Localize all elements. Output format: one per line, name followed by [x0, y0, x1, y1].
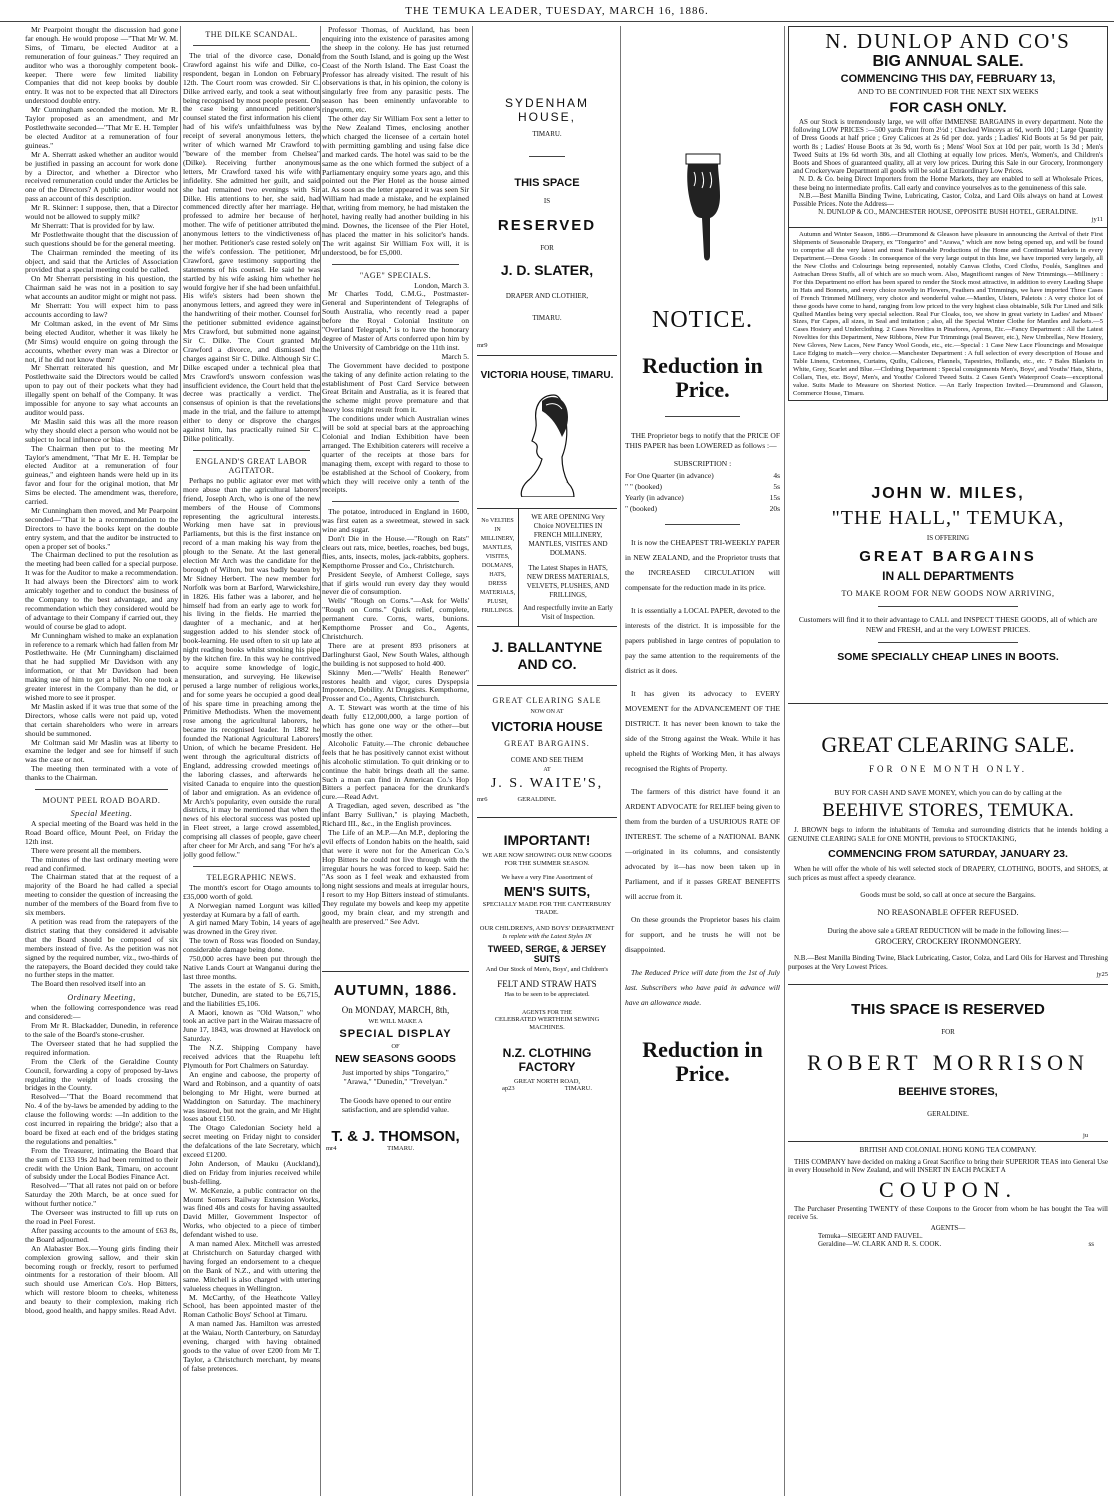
paragraph: On Mr Sherratt persisting in his question, the Chairman said he was not in a position to say what accounts an auditor might or might not pass.: [25, 274, 178, 302]
divider: [665, 416, 740, 417]
ad-text: Is replete with the Latest Styles IN: [502, 933, 592, 940]
paragraph: The Overseer stated that he had supplied the required information.: [25, 1038, 178, 1057]
divider: [788, 1141, 1108, 1142]
ad-text: COMMENCING THIS DAY, FEBRUARY 13,: [840, 73, 1056, 85]
paragraph: It has given its advocacy to EVERY MOVEMENT for the ADVANCEMENT OF THE DISTRICT. It has never been known to take the side of the Strong against the Weak. While it has upheld the Rights of Working Men, it has always recognised the Rights of Property.: [625, 689, 780, 773]
paragraph: The conditions under which Australian wines will be sold at special bars at the approaching Colonial and Indian Exhibition have been arranged. The Exhibition caterers will receive a quarter of the receipts at those bars for managing them, except with regard to those to be established at the School of Cookery, from which they will receive only a tenth of the receipts.: [322, 414, 469, 495]
paragraph: Mr Cunningham wished to make an explanation in reference to a remark which had fallen from Mr Postlethwaite. He (Mr Cunningham) disclaimed that he had supplied Mr Davidson with any information, or that Mr Davidson had been making use of him to get a billet. No one took a greater interest in the Company than he did, or wished more to see it prosper.: [25, 630, 178, 702]
subscription-table: [625, 470, 780, 514]
paragraph: Wells' "Rough on Corns."—Ask for Wells' "Rough on Corns." Quick relief, complete, permanent cure. Corns, warts, bunions. Kempthorne Prosser and Co., Agents, Christchurch.: [322, 596, 469, 641]
paragraph: Autumn and Winter Season, 1886.—Drummond & Gleason have pleasure in announcing the Arrival of their First Shipments of Seasonable Drapery, ex "Tongariro" and "Arawa," which are now being opened up, and will be found to comprise all the very latest and most Fashionable Productions of the Home and Continental Markets in every Department.—Dress Goods : In consequence of the very large output in this line, we have imported very largely, all the New Cloths and Colourings being represented, notably Canvas Cloths, Cord Cloths, Foulés, Sanglines and Astrachan Dress Stuffs, all of which are so much worn. Also, Magnificent ranges of New Trimmings.—Millinery : For this Department no effort has been spared to render the Stock most attractive, in addition to every Leading Shape in Hats and Bonnets, and every choice novelty in Flowers, Feathers and Trimmings, we have imported Three Cases of French Trimmed Millinery, very choice and wonderful value.—Mantles, Ulsters, Paletots : A very choice lot of these goods have come to hand, ranging from low priced to the very highest class obtainable, Silk Fur Lined and Silk Quilted Mantles being very special selection. Real Fur Cloaks, too, we show in great variety in Ladies' and Misses' Sizes, Fur Capes, all sizes, in Seal and imitation ; also, all the Special Winter Clothe for Mantles and Jackets.—5 Cases Hosiery and Underclothing. 2 Cases Novelties in Pinafores, Aprons, Etc.—Fancy Department : All the Latest Novelties for this Department, New Ribbons, New Fur Trimmings (real Beaver, etc.), New Umbrellas, New Hosiery, New Gloves, New Laces, New Fancy Wool Goods, etc., etc.—Special : 1 Case New Lace Flouncings and Mosaique Lace Edging to match—very choice.—Manchester Department : A full selection of every description of House and Table Linens, Cretonnes, Curtains, Quilts, Calicoes, Flannels, Tapestries, Hollands, etc., etc. 7 Bales Blankets in White, Grey, Scarlet and Blue.—Clothing Department : Special consignments Men's, Boys', and Youths' Hats, Shirts, Collars, Ties, etc. Boys', Men's, and Youths' Colored Tweed Suits. 2 Cases Gent's Waterproof Coats—exceptional value. Suits Made to Measure on Shortest Notice. —An Early Inspection Invited.—Drummond and Glasson, Commerce House, Timaru.: [793, 231, 1103, 397]
divider: [788, 984, 1108, 985]
ad-advertiser: ROBERT MORRISON: [807, 1049, 1089, 1075]
ad-text: BUY FOR CASH AND SAVE MONEY, which you can do by calling at the: [834, 788, 1062, 798]
paragraph: Mr Sherratt reiterated his question, and Mr Postlethwaite said the Directors would be called upon to pay out of their pockets what they had illegally spent on behalf of the Company. It was impossible for anyone to say what accounts an auditor would pass.: [25, 363, 178, 417]
paragraph: Mr Pearpoint thought the discussion had gone far enough. He would propose —"That Mr W. M. Sims, of Timaru, be elected Auditor at a remuneration of four guineas." They required an auditor who was a thoroughly competent book-keeper. There were few limited liability Companies that did not keep books by double entry. It was not to be expected that all Directors understood double entry.: [25, 26, 178, 106]
paragraph: A. T. Stewart was worth at the time of his death fully £12,000,000, a large portion of which has gone one way or the other—but mostly the other.: [322, 703, 469, 739]
divider: [193, 45, 310, 46]
paragraph: From the Clerk of the Geraldine County Council, forwarding a copy of proposed by-laws regulating the weight of loads crossing the bridges in the County.: [25, 1056, 178, 1093]
ad-footer: [322, 1145, 469, 1152]
ad-text: And Our Stock of Men's, Boys', and Children's: [485, 966, 609, 973]
ad-code: ap23: [502, 1085, 515, 1092]
ad-headline: COUPON.: [879, 1176, 1017, 1202]
ad-headline: THIS SPACE IS RESERVED: [851, 1000, 1045, 1018]
column-rule: [620, 26, 621, 1496]
ad-advertiser: J. BALLANTYNE AND CO.: [491, 639, 603, 672]
ad-text: Just imported by ships "Tongariro," "Arawa," "Dunedin," "Trevelyan.": [342, 1067, 449, 1086]
paragraph: A man named Alex. Mitchell was arrested at Christchurch on Saturday charged with having forged an endorsement to a cheque on the Bank of N.Z., and with uttering the same. Mitchell is also charged with uttering valueless cheques in Wellington.: [183, 1239, 320, 1293]
ad-text: DRAPER AND CLOTHIER,: [505, 292, 589, 300]
ad-headline: "THE HALL," TEMUKA,: [831, 507, 1065, 530]
subscription-heading: SUBSCRIPTION :: [673, 459, 732, 468]
ad-text: AGENTS—: [930, 1223, 966, 1232]
novelties-list: [477, 509, 519, 626]
paragraph: From the Treasurer, intimating the Board that the sum of £133 19s 2d had been remitted to their credit with the Union Bank, Timaru, on account of subsidy under the Local Bodies Finance Act.: [25, 1145, 178, 1182]
paragraph: THE Proprietor begs to notify that the PRICE OF THIS PAPER has been LOWERED as follows :—: [625, 431, 780, 450]
ad-text: The Goods have opened to our entire satisfaction, and are splendid value.: [339, 1095, 452, 1114]
paragraph: The Otago Caledonian Society held a secret meeting on Friday night to consider the defalcations of the late Secretary, which exceed £1200.: [183, 1123, 320, 1160]
reduction-heading: Reduction in Price.: [642, 353, 763, 402]
list-item: MILLINERY,: [480, 536, 515, 542]
ad-text: GROCERY, CROCKERY IRONMONGERY.: [874, 937, 1022, 947]
paragraph: A Norwegian named Lorgunt was killed yesterday at Kumara by a fall of earth.: [183, 900, 320, 919]
ad-text: SPECIALLY MADE FOR THE CANTERBURY TRADE.: [482, 901, 612, 916]
column-rule: [180, 26, 181, 1496]
ad-text: Has to be seen to be appreciated.: [504, 991, 590, 998]
ad-headline: BIG ANNUAL SALE.: [872, 53, 1024, 70]
column-1: [25, 26, 178, 1496]
rate-label: " (booked): [625, 504, 658, 513]
paragraph: A girl named Mary Tobin, 14 years of age was drowned in the Grey river.: [183, 918, 320, 937]
ad-address: N. DUNLOP & CO., MANCHESTER HOUSE, OPPOSITE BUSH HOTEL, GERALDINE.: [818, 208, 1078, 217]
paragraph: Professor Thomas, of Auckland, has been enquiring into the existence of parasites among the sheep in the colony. He has just returned from the South Island, and is going up the West Coast of the North Island. The East Coast the Professor has already visited. The result of his observations is that, in his opinion, the colony is singularly free from any parasitic pests. The season has been eminently unfavorable to ringworm, etc.: [322, 26, 469, 115]
ad-advertiser: JOHN W. MILES,: [871, 485, 1025, 503]
rate-label: For One Quarter (in advance): [625, 471, 714, 480]
paragraph: The farmers of this district have found it an ARDENT ADVOCATE for RELIEF being given to them from the burden of a USURIOUS RATE OF INTEREST. The scheme of a NATIONAL BANK—originated in its columns, and consistently advocated by it—has now been taken up in Parliament, and if it passes GREAT BENEFITS will accrue from it.: [625, 787, 780, 901]
list-item: IN: [494, 527, 501, 533]
column-5: [625, 26, 780, 1496]
ad-headline: GREAT CLEARING SALE.: [821, 732, 1075, 758]
list-item: FRILLINGS.: [481, 608, 514, 614]
ad-code: mr6: [477, 796, 488, 803]
paragraph: There were present all the members.: [31, 845, 142, 855]
dateline: March 5.: [441, 351, 469, 361]
ad-advertiser: N.Z. CLOTHING FACTORY: [502, 1046, 592, 1074]
ad-text: FELT AND STRAW HATS: [497, 979, 597, 989]
divider: [193, 450, 310, 451]
paragraph: W. McKenzie, a public contractor on the Mount Somers Railway Extension Works, was fined 40s and costs for having assaulted David Miller, Government Inspector of Works, who objected to a piece of timber defendant wished to use.: [183, 1185, 320, 1240]
paragraph: Mr Cunningham then moved, and Mr Pearpoint seconded—"That it be a recommendation to the Directors to have the books kept on the double entry system, and that the auditor be instructed to open a proper set of books.": [25, 505, 178, 551]
ad-text: FOR ONE MONTH ONLY.: [869, 764, 1027, 775]
paragraph: An engine and caboose, the property of Ward and Robinson, and a quantity of oats belonging to Mr Hight, were burned at Waddington on Saturday. The machinery was insured, but not the grain, and Mr Hight loses about £150.: [183, 1069, 320, 1124]
rate-label: " " (booked): [625, 482, 662, 491]
column-6: [788, 26, 1108, 1496]
ad-code: jy11: [1091, 216, 1103, 224]
paragraph: Mr Cunningham seconded the motion. Mr R. Taylor proposed as an amendment, and Mr Postlethwaite seconded—"That Mr E. H. Templer be elected Auditor at a remuneration of four guineas.": [25, 105, 178, 150]
ad-text: FOR: [941, 1027, 955, 1036]
paragraph: Mr Charles Todd, C.M.G., Postmaster-General and Superintendent of Telegraphs of South Australia, who recently read a paper before the Royal Colonial Institute on "Overland Telegraph," is to have the honorary degree of Master of Arts conferred upon him by the University of Cambridge on the 11th inst.: [322, 289, 469, 352]
column-2: [183, 26, 320, 1496]
paragraph: Resolved—"That all rates not paid on or before Saturday the 20th March, be at once sued for without further notice.": [25, 1181, 178, 1209]
column-rule: [784, 26, 785, 1496]
ad-headline: AUTUMN, 1886.: [333, 981, 458, 999]
paragraph: The Government have decided to postpone the taking of any definite action relating to the establishment of Post Card Service between Great Britain and Australia, as it is feared that the scheme might prove premature and that heavy loss might result from it.: [322, 360, 469, 415]
paragraph: The assets in the estate of S. G. Smith, butcher, Dunedin, are stated to be £6,715, and the liabilities £5,106.: [183, 980, 320, 1008]
paragraph: The Overseer was instructed to fill up ruts on the road in Peel Forest.: [25, 1208, 178, 1226]
paragraph: N. D. & Co. being Direct Importers from the Home Markets, they are enabled to sell at Wholesale Prices, these being no intermediate profits. Call early and convince yourselves as to the genuineness of this sale.: [793, 175, 1103, 192]
ad-advertiser: J. S. WAITE'S,: [490, 776, 604, 791]
paragraph: A Tragedian, aged seven, described as "the infant Barry Sullivan," is playing Macbeth, Richard III., &c., in the English provinces.: [322, 801, 469, 829]
ad-footer: [788, 1240, 1108, 1248]
paragraph: The trial of the divorce case, Donald Crawford against his wife and Dilke, co-respondent, began in London on February 12th. The Court room was crowded. Sir C. Dilke arrived early, and took a seat without being recognised by most people present. On the case being announced petitioner's counsel stated the first information his client had of his wife's unfaithfulness was by receipt of several anonymous letters, the writer of which warned Mr Crawford to "beware of the member from Chelsea" (Dilke). Receiving further anonymous letters, Mr Crawford taxed his wife with infidelity. She admitted her guilt, and said she had remained two evenings with Sir Dilke. His attentions to her, she said, had commenced directly after her marriage. He professed to admire her because of her mother. The wife of petitioner attributed the anonymous letters to the vindictiveness of her mother. Petitioner's case rested solely on the wife's confession. The petitioner, Mr Crawford, gave testimony supporting the statements of his counsel. He said he was startled by his wife asking him whether he would forgive her if she had been unfaithful. His wife's sisters had been shown the anonymous letters, and agreed they were in the handwriting of their mother. Counsel for the petitioner submitted evidence against Mrs Crawford, but submitted none against Sir C. Dilke. The Court granted Mr Crawford a divorce, and dismissed the charges against Sir C. Dilke. Although Sir C. Dilke escaped under a technical plea that Mrs Crawford's unsworn confession was insufficient evidence, the Court held that the decree was practically a verdict. The consensus of opinion is that the revelations made in the trial, and the failure to attempt either to deny or disprove the charges against him, has practically ruined Sir C. Dilke politically.: [183, 51, 320, 443]
paragraph: From Mr R. Blackadder, Dunedin, in reference to the sale of the Board's stone-crusher.: [25, 1021, 178, 1039]
ad-text: OF: [391, 1042, 400, 1050]
list-item: PLUSH,: [487, 599, 508, 605]
paragraph: Alcoholic Fatuity.—The chronic debauchee feels that he has positively cannot exist without his alcoholic stimulation. To quit drinking or to continue the habit brings death all the same. Such a man can find in American Co.'s Hop Bitters a perfect panacea for the drunkard's cure.—Read Advt.: [322, 738, 469, 802]
reduction-heading: Reduction in Price.: [642, 1037, 763, 1086]
ad-code: mr4: [326, 1144, 337, 1152]
section-heading: "AGE" SPECIALS.: [359, 270, 432, 280]
list-item: DRESS: [488, 581, 507, 587]
paragraph: The month's escort for Otago amounts to £35,000 worth of gold.: [183, 882, 320, 901]
section-heading: MOUNT PEEL ROAD BOARD.: [42, 796, 161, 806]
paragraph: Mr Maslin asked if it was true that some of the Directors, whose calls were not paid up, voted that certain shareholders who were in arrears should be summoned.: [25, 701, 178, 738]
ad-text: We have a very Fine Assortment of: [501, 874, 593, 881]
divider: [878, 606, 1018, 607]
ad-text: AND TO BE CONTINUED FOR THE NEXT SIX WEEKS: [857, 87, 1039, 96]
rate-row: [625, 503, 780, 514]
paragraph: Mr Postlethwaite thought that the discussion of such questions should be for the general meeting.: [25, 229, 178, 248]
list-item: MATERIALS,: [479, 590, 516, 596]
ad-text: During the above sale a GREAT REDUCTION will be made in the following lines:—: [827, 927, 1069, 936]
paragraph: Mr Coltman asked, in the event of Mr Sims being elected Auditor, whether it was likely he (Mr Sims) would enquire on going through the accounts, whether every man was a Director or not, if he did not know them?: [25, 318, 178, 364]
paragraph: John Anderson, of Mauku (Auckland), died on Friday from injuries received while bush-felling.: [183, 1158, 320, 1186]
queen-profile-icon: [512, 387, 582, 497]
ad-headline: IN ALL DEPARTMENTS: [882, 569, 1014, 584]
paragraph: The potatoe, introduced in England in 1600, was first eaten as a sweetmeat, stewed in sack wine and sugar.: [322, 507, 469, 535]
pointing-hand-icon: [680, 146, 726, 266]
ad-text: TIMARU.: [532, 314, 562, 322]
divider: [332, 501, 459, 502]
ad-text: BEEHIVE STORES,: [898, 1085, 998, 1098]
pointing-hand: [625, 146, 780, 271]
rate-price: 15s: [769, 493, 780, 502]
divider: [35, 789, 168, 790]
divider: [193, 866, 310, 867]
dateline: London, March 3.: [414, 280, 469, 290]
paragraph: The minutes of the last ordinary meeting were read and confirmed.: [25, 854, 178, 873]
ad-headline: BRITISH AND COLONIAL HONG KONG TEA COMPANY.: [859, 1145, 1037, 1154]
ad-text: Geraldine—W. CLARK AND R. S. COOK.: [818, 1239, 942, 1248]
ad-text: AT: [543, 767, 551, 773]
ad-location: TIMARU.: [564, 1085, 592, 1092]
ad-code: ss: [1088, 1239, 1094, 1248]
section-heading: ENGLAND'S GREAT LABOR AGITATOR.: [195, 456, 308, 475]
ad-code: mr9: [477, 342, 488, 349]
paragraph: A Maori, known as "Old Watson," who took an active part in the Wairau massacre of June 17, 1843, was drowned at Havelock on Saturday.: [183, 1007, 320, 1044]
paragraph: when the following correspondence was read and considered:—: [25, 1003, 178, 1022]
paragraph: Mr Sherratt: That is provided for by law.: [31, 220, 155, 230]
ad-headline: IMPORTANT!: [503, 832, 591, 848]
list-item: HATS,: [489, 572, 506, 578]
paragraph: An Alabaster Box.—Young girls finding their complexion growing sallow, and their skin becoming rough or freckly, resort to perfumed ointments for a restoration of their bloom. All such should use American Co's. Hop Bitters, which will restore bloom to cheeks, whiteness and beauty to their complexion, making rich blood, good health, and happy smiles. Read Advt.: [25, 1243, 178, 1316]
paragraph: A man named Jas. Hamilton was arrested at the Waiau, North Canterbury, on Saturday evening, charged with having obtained goods to the value of over £200 from Mr T. Taylor, a Christchurch merchant, by means of false pretences.: [183, 1319, 320, 1373]
column-4: [477, 26, 617, 1496]
rate-row: [625, 481, 780, 492]
divider: [665, 524, 740, 525]
paragraph: The Reduced Price will date from the 1st of July last. Subscribers who have paid in advance will have an allowance made.: [625, 968, 780, 1007]
ad-text: GREAT BARGAINS.: [504, 739, 590, 748]
list-item: MANTLES,: [482, 545, 513, 551]
paragraph: It is now the CHEAPEST TRI-WEEKLY PAPER in NEW ZEALAND, and the Proprietor trusts that the INCREASED CIRCULATION will compensate for the reduction made in its price.: [625, 538, 780, 592]
column-rule: [320, 26, 321, 1496]
column-rule: [472, 26, 473, 1496]
paragraph: The Life of an M.P.—An M.P., deploring the evil effects of London habits on the health, said that were it were not for the American Co.'s Hop Bitters he could not live through with the irregular hours he was forced to keep. Said he: "As soon as I feel weak and exhausted from long night sessions and meals at irregular hours, I resort to my Hop Bitters instead of stimulants. They regulate my bowels and keep my appetite good, my brain clear, and my strength and health are preserved." See Advt.: [322, 827, 469, 926]
divider: [477, 626, 617, 627]
ad-text: IS: [543, 197, 551, 205]
ad-text: OUR CHILDREN'S, AND BOYS' DEPARTMENT: [479, 925, 615, 932]
paragraph: President Seeyle, of Amherst College, says that if girls would run every day they would never die of consumption.: [322, 569, 469, 597]
paragraph: N.B.—Best Manilla Binding Twine, Lubricating, Castor, Colza, and Lard Oils always on hand at Lowest Possible Prices. Note the Address—: [793, 191, 1103, 209]
divider: [529, 156, 565, 157]
ad-location: TIMARU.: [387, 1144, 415, 1152]
paragraph: The Chairman then put to the meeting Mr Taylor's amendment, "That Mr E. H. Templar be elected Auditor at a remuneration of four guineas," and eighteen hands were held up in its favor and four for the original motion, that Mr Sims be elected. The amendment was, therefore, carried.: [25, 443, 178, 507]
paragraph: AS our Stock is tremendously large, we will offer IMMENSE BARGAINS in every department. Note the following LOW PRICES :—500 yards Print from 2½d ; Checked Winceys at 6d, worth 10d ; Large Quantity of Dress Goods at half price ; Grey Calicoes at 2s 6d per doz. yards ; Ladies' Kid Boots at 5s 9d per pair, worth 8s ; Ladies' House Boots at 3s 9d, worth 6s ; Mens' Wool Sox at 10d per pair, worth 1s 3d ; Men's Tweed Suits at 19s 6d worth 30s, and all Clothing at equally low prices. Men's, Women's, and Children's Boots and Shoes of guaranteed quality, all at very low prices. During this Sale in our Grocery, Ironmongery and Crockeryware Department all goods will be sold at Extraordinary Low Prices.: [793, 118, 1103, 176]
ad-text: Temuka—SIEGERT AND FAUVEL.: [818, 1231, 923, 1240]
paragraph: It is essentially a LOCAL PAPER, devoted to the interests of the district. It is impossible for the papers published in large centres of population to pay the same attention to the requirements of the district as it does.: [625, 606, 780, 675]
ad-text: Customers will find it to their advantage to CALL and INSPECT THESE GOODS, all of which are NEW and FRESH, and at the very LOWEST PRICES.: [798, 615, 1098, 634]
ad-headline: GREAT BARGAINS: [859, 548, 1037, 566]
paragraph: Mr Sherratt: You will expect him to pass accounts according to law?: [25, 301, 178, 319]
paragraph: The N.Z. Shipping Company have received advices that the Ruapehu left Plymouth for Port Chalmers on Saturday.: [183, 1043, 320, 1070]
list-item: No VELTIES: [481, 518, 514, 524]
paragraph: Don't Die in the House.—"Rough on Rats" clears out rats, mice, beetles, roaches, bed bugs, flies, ants, insects, moles, jack-rabbits, gophers. Kempthorne Prosser and Co., Christchurch.: [322, 534, 469, 570]
paragraph: A petition was read from the ratepayers of the district stating that they considered it advisable that the Board should be composed of six members instead of five. As the petition was not signed by the required number, viz., two-thirds of the ratepayers, the Board decided they could take no further steps in the matter.: [25, 917, 178, 980]
ad-text: FOR: [540, 244, 554, 252]
drummond-ad: [788, 228, 1108, 401]
paragraph: When he will offer the whole of his well selected stock of DRAPERY, CLOTHING, BOOTS, and SHOES, at such prices as must affect a speedy clearance.: [788, 865, 1108, 882]
divider: [477, 355, 617, 356]
thomson-ad: [322, 971, 469, 1152]
dunlop-ad: [788, 26, 1108, 228]
paragraph: THIS COMPANY have decided on making a Great Sacrifice to bring their SUPERIOR TEAS into General Use in every Household in New Zealand, and will INSERT IN EACH PACKET A: [788, 1157, 1108, 1175]
ad-text: NO REASONABLE OFFER REFUSED.: [877, 907, 1019, 918]
paragraph: Mr R. Skinner: I suppose, then, that a Director would not be allowed to supply milk?: [25, 203, 178, 222]
divider: [878, 642, 1018, 643]
ad-headline: GREAT CLEARING SALE: [492, 696, 602, 705]
paragraph: Mr A. Sherratt asked whether an auditor would be justified in passing an account for work done by a Director, and whether a Director who received remuneration could under the Articles be one of the Directors? A public auditor would not pass an account of this description.: [25, 149, 178, 204]
paragraph: J. BROWN begs to inform the inhabitants of Temuka and surrounding districts that he intends holding a GENUINE CLEARING SALE for ONE MONTH, previous to STOCKTAKING,: [788, 826, 1108, 843]
paragraph: The Board then resolved itself into an: [31, 979, 146, 989]
section-heading: TELEGRAPHIC NEWS.: [206, 872, 297, 882]
section-heading: THE DILKE SCANDAL.: [205, 30, 298, 39]
ad-headline: RESERVED: [497, 217, 597, 234]
ad-headline: VICTORIA HOUSE, TIMARU.: [480, 370, 614, 381]
millinery-ad: [477, 508, 617, 626]
paragraph: Perhaps no public agitator ever met with more abuse than the agricultural laborers' friend, Joseph Arch, who is one of the new members of the House of Commons representing the agricultural interests. Working men have sat in previous Parliaments, but this is the first instance on record of a man making his way from the plough to the Senate. At the last general election Mr Arch was the candidate for the borough of Wilton, but was badly beaten by Mr Sidney Herbert. The new member for Norfolk was born at Barford, Warwickshire, in 1826. His father was a laborer, and he himself had from an early age to work for his living in the fields. He married the daughter of a mechanic, and at her suggestion added to his slender stock of book-learning. He used often to sit up late at night reading books whilst smoking his pipe by the kitchen fire. In this way he contrived to acquire some knowledge of logic, mensuration, and surveying. He likewise perused a large number of religious works, and for some years he occupied a good deal of his spare time in preaching among the Primitive Methodists. When the movement rose among the agricultural laborers, he became its recognised leader. In 1882 he founded the National Agricultural Laborers' Union, of which he became President. He went through the agricultural districts of England, addressing crowded meetings of the laboring classes, and afterwards he visited Canada to enquire into the question of labor and emigration. As an evidence of Mr Arch's popularity, even outside the rural districts, it may be mentioned that when the news of his electoral success was posted up in Fleet street, a large crowd assembled, comprising all classes of people, gave cheer after cheer for Mr Arch, and sang "For he's a jolly good fellow.": [183, 475, 320, 859]
rate-price: 5s: [773, 482, 780, 491]
paragraph: After passing accounts to the amount of £63 8s, the Board adjourned.: [25, 1225, 178, 1244]
ad-text: TIMARU.: [532, 130, 562, 138]
ad-headline: SYDENHAM HOUSE,: [504, 96, 589, 124]
ad-headline: SPECIAL DISPLAY: [339, 1027, 452, 1040]
paragraph: The other day Sir William Fox sent a letter to the New Zealand Times, enclosing another which charged the licensee of a certain hotel with permitting gambling and using false dice and marked cards. The hotel was said to be the same as the one which formed the subject of a Parliamentary enquiry some years ago, and this pointed out the Pier Hotel as the house aimed at. As soon as the letter appeared it was seen Sir William had made a mistake, and he explained that, writing from memory, he had mistaken the hotel, having really had another building in his mind. Downes, the licensee of the Pier Hotel, has placed the matter in his solicitor's hands. The writ against Sir William Fox will, it is understood, be for £5,000.: [322, 114, 469, 257]
paragraph: The Purchaser Presenting TWENTY of these Coupons to the Grocer from whom he has bought the Tea will receive 5s.: [788, 1204, 1108, 1222]
ad-code: jy25: [1096, 970, 1108, 978]
ad-text: WE ARE OPENING Very Choice NOVELTIES IN FRENCH MILLINERY, MANTLES, VISITES AND DOLMANS.: [528, 513, 608, 557]
paragraph: 750,000 acres have been put through the Native Lands Court at Wanganui during the last three months.: [183, 954, 320, 981]
ad-text: TO MAKE ROOM FOR NEW GOODS NOW ARRIVING,: [841, 589, 1055, 599]
ad-headline: MEN'S SUITS,: [503, 884, 591, 899]
divider: [332, 264, 459, 265]
paragraph: The Chairman declined to put the resolution as the meeting had been called for a special purpose. It was for the Auditor to make a recommendation. It had always been the Directors' aim to work amicably together and to conduct the business of the Company to the best advantage, and any recommendation which they considered would be of advantage to their Company if carried out, they would of course be glad to adopt.: [25, 550, 178, 631]
divider: [477, 817, 617, 818]
ad-text: AGENTS FOR THE: [522, 1010, 572, 1016]
ad-text: GERALDINE.: [927, 1109, 969, 1118]
ad-text: And respectfully invite an Early Visit of Inspection.: [523, 604, 613, 621]
notice-heading: NOTICE.: [652, 307, 753, 333]
ad-headline: NEW SEASONS GOODS: [335, 1052, 456, 1065]
ad-code: ju: [1082, 1131, 1088, 1139]
ad-text: CELEBRATED WERTHEIM SEWING MACHINES.: [494, 1016, 600, 1031]
rate-price: 20s: [769, 504, 780, 513]
ad-advertiser: J. D. SLATER,: [500, 262, 594, 278]
ad-text: WE ARE NOW SHOWING OUR NEW GOODS FOR THE SUMMER SEASON.: [482, 852, 612, 867]
paragraph: The meeting then terminated with a vote of thanks to the Chairman.: [25, 764, 178, 783]
subheading: Special Meeting.: [70, 809, 133, 819]
paragraph: The Chairman stated that at the request of a majority of the Board he had called a special meeting to consider the question of increasing the number of the members of the Board from five to six members.: [25, 872, 178, 918]
ad-headline: VICTORIA HOUSE: [491, 719, 603, 734]
divider: [477, 685, 617, 686]
ad-text: NOW ON AT: [530, 709, 564, 715]
paragraph: Mr Maslin said this was all the more reason why they should elect a person who would not be subject to local influence or bias.: [25, 416, 178, 444]
paragraph: N.B.—Best Manilla Binding Twine, Black Lubricating, Castor, Colza, and Lard Oils for Harvest and Threshing purposes at the Very Lowest Prices.: [788, 954, 1108, 971]
ad-text: The Latest Shapes in HATS, NEW DRESS MATERIALS, VELVETS, PLUSHES, AND FRILLINGS,: [526, 564, 610, 599]
ad-text: GREAT NORTH ROAD,: [513, 1078, 581, 1085]
rate-price: 4s: [773, 471, 780, 480]
ad-headline: BEEHIVE STORES, TEMUKA.: [822, 800, 1074, 822]
paragraph: The Chairman reminded the meeting of its object, and said that the Articles of Association provided that a special meeting could be called.: [25, 247, 178, 275]
ad-footer: [477, 796, 617, 803]
ad-text: On MONDAY, MARCH, 8th,: [341, 1004, 450, 1015]
rate-row: [625, 470, 780, 481]
paragraph: A special meeting of the Board was held in the Road Board office, Mount Peel, on Friday the 12th inst.: [25, 819, 178, 846]
ad-advertiser: N. DUNLOP AND CO'S: [825, 29, 1071, 53]
ad-text: WE WILL MAKE A: [368, 1017, 423, 1025]
newspaper-title: THE TEMUKA LEADER, TUESDAY, MARCH 16, 1886.: [405, 5, 709, 17]
column-3: [322, 26, 469, 1496]
ad-advertiser: T. & J. THOMSON,: [331, 1127, 460, 1145]
paragraph: The town of Ross was flooded on Sunday, considerable damage being done.: [183, 936, 320, 955]
divider: [788, 703, 1108, 704]
paragraph: M. McCarthy, of the Heathcote Valley School, has been appointed master of the Roman Catholic Boys' School at Timaru.: [183, 1292, 320, 1320]
queen-portrait: [477, 387, 617, 502]
page-header: [0, 0, 1114, 22]
paragraph: There are at present 893 prisoners at Darlinghurst Gaol, New South Wales, although the building is not supposed to hold 400.: [322, 640, 469, 668]
ad-text: IS OFFERING: [926, 534, 970, 543]
ad-location: GERALDINE.: [517, 796, 557, 803]
paragraph: Skinny Men.—"Wells' Health Renewer" restores health and vigor, cures Dyspepsia Impotence, Debility. At Druggists. Kempthorne, Prosser and Co., Agents, Christchurch.: [322, 667, 469, 704]
novelties-details: [519, 509, 617, 626]
ad-text: Goods must be sold, so call at once at secure the Bargains.: [860, 890, 1036, 900]
list-item: DOLMANS,: [481, 563, 514, 569]
ad-headline: TWEED, SERGE, & JERSEY SUITS: [487, 944, 607, 964]
ad-headline: COMMENCING FROM SATURDAY, JANUARY 23.: [828, 848, 1068, 861]
ad-headline: FOR CASH ONLY.: [889, 99, 1007, 115]
ad-headline: SOME SPECIALLY CHEAP LINES IN BOOTS.: [837, 651, 1059, 664]
rate-row: [625, 492, 780, 503]
paragraph: Mr Coltman said Mr Maslin was at liberty to examine the ledger and see for himself if such was the case or not.: [25, 737, 178, 765]
paragraph: Resolved—"That the Board recommend that No. 4 of the by-laws be amended by adding to the clause the following words: —In addition to the cost incurred in repairing the bridge'; also that a board be fixed at each end of the bridges stating the regulations and penalties.": [25, 1092, 178, 1146]
list-item: VISITES,: [485, 554, 510, 560]
rate-label: Yearly (in advance): [625, 493, 684, 502]
paragraph: On these grounds the Proprietor bases his claim for support, and he trusts he will not be disappointed.: [625, 915, 780, 954]
subheading: Ordinary Meeting,: [67, 993, 136, 1003]
ad-footer: [477, 1085, 617, 1092]
ad-text: COME AND SEE THEM: [510, 756, 584, 764]
ad-headline: THIS SPACE: [514, 177, 580, 189]
